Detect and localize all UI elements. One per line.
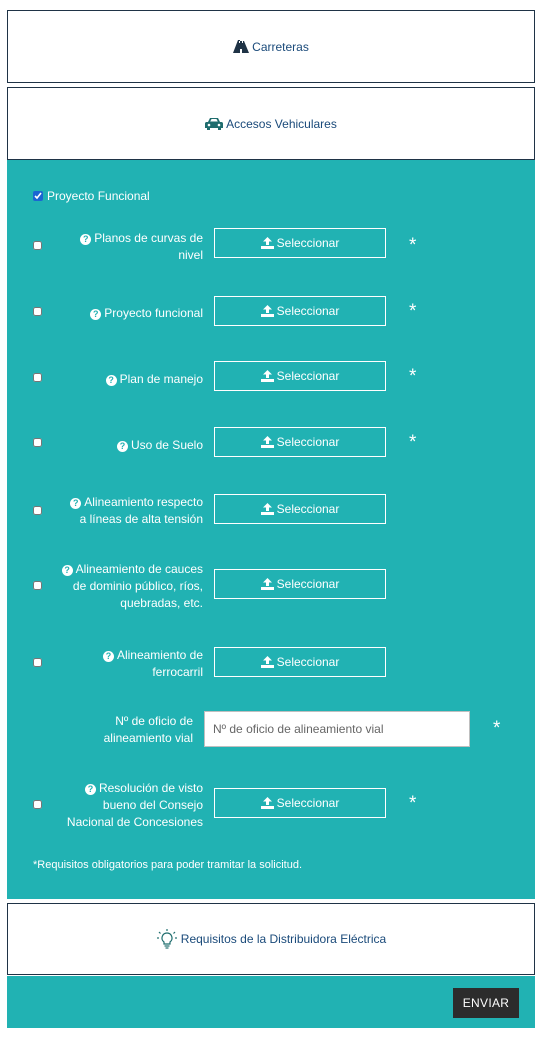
cauces-label: ? Alineamiento de cauces de dominio público, ríos, quebradas, etc. (62, 561, 203, 612)
requirement-row-proyecto (7, 300, 535, 330)
planos-checkbox[interactable] (33, 241, 42, 250)
ferrocarril-checkbox[interactable] (33, 658, 42, 667)
oficio-label: Nº de oficio de alineamiento vial (103, 714, 193, 745)
cauces-upload-button[interactable]: Seleccionar (214, 569, 386, 599)
oficio-row (7, 711, 535, 751)
lightbulb-icon (156, 929, 178, 949)
proyecto-checkbox[interactable] (33, 307, 42, 316)
road-icon (233, 40, 249, 53)
help-icon[interactable]: ? (106, 375, 117, 386)
required-mark: * (409, 432, 417, 453)
uso-suelo-checkbox[interactable] (33, 438, 42, 447)
tab-label: Carreteras (252, 39, 309, 54)
uso-suelo-label: ? Uso de Suelo (117, 437, 203, 454)
required-mark: * (409, 235, 417, 256)
ferrocarril-upload-button[interactable]: Seleccionar (214, 647, 386, 677)
required-note: *Requisitos obligatorios para poder tramitar la solicitud. (33, 859, 303, 871)
help-icon[interactable]: ? (117, 441, 128, 452)
ferrocarril-label: ? Alineamiento de ferrocarril (103, 647, 203, 681)
proyecto-upload-button[interactable]: Seleccionar (214, 296, 386, 326)
requirement-row-cauces (7, 561, 535, 617)
alta-tension-upload-button[interactable]: Seleccionar (214, 494, 386, 524)
tab-requisitos-distribuidora[interactable] (7, 903, 535, 975)
plan-manejo-checkbox[interactable] (33, 373, 42, 382)
proyecto-funcional-checkbox[interactable] (33, 191, 43, 201)
help-icon[interactable]: ? (90, 309, 101, 320)
tab-carreteras[interactable] (7, 10, 535, 83)
resolucion-label: ? Resolución de visto bueno del Consejo Nacional de Concesiones (66, 781, 203, 829)
resolucion-upload-button[interactable]: Seleccionar (214, 788, 386, 818)
upload-icon (261, 503, 274, 515)
requirement-row-plan-manejo (7, 365, 535, 395)
send-button[interactable]: ENVIAR (453, 988, 519, 1018)
help-icon[interactable]: ? (70, 498, 81, 509)
planos-label: ? Planos de curvas de nivel (80, 230, 203, 264)
oficio-input[interactable] (204, 711, 470, 747)
accesos-vehiculares-panel (7, 160, 535, 899)
upload-icon (261, 305, 274, 317)
proyecto-funcional-option[interactable] (33, 189, 150, 203)
resolucion-checkbox[interactable] (33, 800, 42, 809)
required-mark: * (409, 793, 417, 814)
uso-suelo-upload-button[interactable]: Seleccionar (214, 427, 386, 457)
required-mark: * (409, 366, 417, 387)
required-mark: * (493, 718, 501, 739)
requirement-row-uso-suelo (7, 431, 535, 461)
help-icon[interactable]: ? (62, 565, 73, 576)
car-icon (205, 117, 223, 130)
tab-accesos-vehiculares[interactable] (7, 87, 535, 160)
alta-tension-checkbox[interactable] (33, 506, 42, 515)
upload-icon (261, 797, 274, 809)
help-icon[interactable]: ? (85, 784, 96, 795)
resolucion-row (7, 780, 535, 836)
upload-icon (261, 436, 274, 448)
alta-tension-label: ? Alineamiento respecto a líneas de alta tensión (70, 494, 203, 528)
upload-icon (261, 656, 274, 668)
upload-icon (261, 578, 274, 590)
help-icon[interactable]: ? (103, 651, 114, 662)
upload-icon (261, 237, 274, 249)
plan-manejo-upload-button[interactable]: Seleccionar (214, 361, 386, 391)
help-icon[interactable]: ? (80, 234, 91, 245)
plan-manejo-label: ? Plan de manejo (106, 371, 203, 388)
proyecto-funcional-label: Proyecto Funcional (47, 189, 150, 203)
tab-label: Requisitos de la Distribuidora Eléctrica (180, 932, 387, 946)
planos-upload-button[interactable]: Seleccionar (214, 228, 386, 258)
upload-icon (261, 370, 274, 382)
required-mark: * (409, 301, 417, 322)
requirement-row-ferrocarril (7, 647, 535, 687)
cauces-checkbox[interactable] (33, 581, 42, 590)
tab-label: Accesos Vehiculares (226, 116, 337, 131)
proyecto-label: ? Proyecto funcional (90, 305, 203, 322)
requirement-row-alta-tension (7, 494, 535, 534)
requirement-row-planos (7, 230, 535, 270)
